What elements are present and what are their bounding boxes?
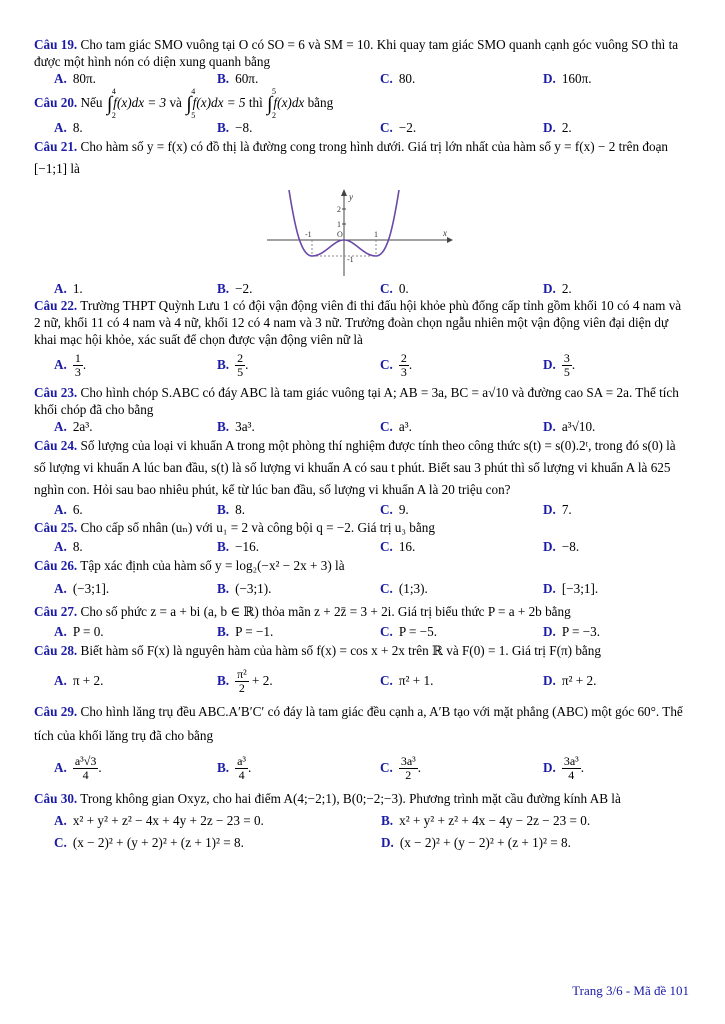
options-23 [34,418,690,435]
option-a[interactable]: A. P = 0. [54,624,104,639]
options-28 [34,662,690,700]
y-axis-arrow [341,189,347,196]
option-a[interactable]: A. (−3;1]. [54,581,110,596]
option-a[interactable]: A. 8. [54,120,83,135]
option-a[interactable]: A. π + 2. [54,673,104,688]
option-d[interactable]: D. (x − 2)² + (y − 2)² + (z + 1)² = 8. [381,835,571,850]
question-24: Câu 24. Số lượng của loại vi khuẩn A trong một phòng thí nghiệm được tính theo công thức s(t) = s(0).2ᵗ, trong đó s(0) là số lượng vi khuẩn A lúc ban đầu, s(t) là số lượng vi khuẩn A có sau t phút. Biết sau 3 phút thì số lượng vi khuẩn A là 625 nghìn con. Hỏi sau bao nhiêu phút, kể từ lúc ban đầu, số lượng vi khuẩn A là 20 triệu con? [34,438,676,497]
option-b[interactable]: B. −8. [217,120,253,135]
question-28: Câu 28. Biết hàm số F(x) là nguyên hàm của hàm số f(x) = cos x + 2x trên ℝ và F(0) = 1. Giá trị F(π) bằng [34,643,601,658]
option-d[interactable]: D. −8. [543,539,580,554]
option-c[interactable]: C. −2. [380,120,417,135]
options-22 [34,348,690,382]
option-c[interactable]: C. π² + 1. [380,673,434,688]
question-30: Câu 30. Trong không gian Oxyz, cho hai điểm A(4;−2;1), B(0;−2;−3). Phương trình mặt cầu đường kính AB là [34,791,621,806]
options-29 [34,748,690,788]
tick-label: -1 [347,255,354,264]
option-a[interactable]: A. $\frac{1}{3}$ . [54,351,87,380]
option-b[interactable]: B. 60π. [217,71,259,86]
option-b[interactable]: B. $\frac{\text{a³}}{4}$ . [217,754,252,783]
option-d[interactable]: D. [−3;1]. [543,581,599,596]
option-b[interactable]: B. −2. [217,281,253,296]
option-d[interactable]: D. P = −3. [543,624,601,639]
option-a[interactable]: A. 6. [54,502,83,517]
options-27 [34,623,690,640]
option-b[interactable]: B. $\frac{2}{5}$ . [217,351,249,380]
options-19 [34,70,690,87]
option-d[interactable]: D. a³√10. [543,419,596,434]
options-26 [34,577,690,601]
options-21 [34,280,690,297]
option-b[interactable]: B. (−3;1). [217,581,272,596]
tick-label: -1 [305,230,312,239]
option-d[interactable]: D. $\frac{\text{3a³}}{4}$ . [543,754,585,783]
question-25: Câu 25. Cho cấp số nhân (uₙ) với u₁ = 2 và công bội q = −2. Giá trị u₃ bằng [34,520,435,535]
y-label: y [349,192,353,202]
question-23: Câu 23. Cho hình chóp S.ABC có đáy ABC là tam giác vuông tại A; AB = 3a, BC = a√10 và đường cao SA = 2a. Thể tích khối chóp đã cho bằng [34,385,679,417]
option-b[interactable]: B. 8. [217,502,245,517]
option-b[interactable]: B. −16. [217,539,260,554]
exam-page [34,36,690,854]
question-21: Câu 21. Cho hàm số y = f(x) có đồ thị là đường cong trong hình dưới. Giá trị lớn nhất của hàm số y = f(x) − 2 trên đoạn [−1;1] là [34,139,669,176]
option-c[interactable]: C. (x − 2)² + (y + 2)² + (z + 1)² = 8. [54,835,244,850]
option-b[interactable]: B. $\frac{\text{π²}}{2}$ + 2. [217,667,273,696]
option-a[interactable]: A. 2a³. [54,419,93,434]
option-d[interactable]: D. 7. [543,502,572,517]
option-d[interactable]: D. 2. [543,281,572,296]
option-c[interactable]: C. P = −5. [380,624,438,639]
option-c[interactable]: C. (1;3). [380,581,428,596]
integral-symbol: ∫ 4 5 [186,86,196,120]
option-d[interactable]: D. π² + 2. [543,673,597,688]
option-a[interactable]: A. 80π. [54,71,96,86]
option-a[interactable]: A. $\frac{\text{a³√3}}{4}$ . [54,754,102,783]
option-c[interactable]: C. 0. [380,281,409,296]
option-c[interactable]: C. a³. [380,419,412,434]
options-25 [34,538,690,555]
x-axis-arrow [447,237,453,243]
option-b[interactable]: B. x² + y² + z² + 4x − 4y − 2z − 23 = 0. [381,813,591,828]
page-footer: Trang 3/6 - Mã đề 101 [572,983,689,998]
question-19: Câu 19. Cho tam giác SMO vuông tại O có SO = 6 và SM = 10. Khi quay tam giác SMO quanh cạnh góc vuông SO thì ta được một hình nón có diện xung quanh bằng [34,37,679,69]
option-a[interactable]: A. 1. [54,281,83,296]
integral-symbol: ∫ 4 2 [106,86,116,120]
options-20 [34,119,690,136]
option-c[interactable]: C. 16. [380,539,416,554]
option-d[interactable]: D. $\frac{3}{5}$ . [543,351,576,380]
option-a[interactable]: A. 8. [54,539,83,554]
x-label: x [443,228,447,238]
option-d[interactable]: D. 2. [543,120,572,135]
options-24 [34,501,690,518]
tick-label: 2 [337,205,341,214]
option-c[interactable]: C. 80. [380,71,416,86]
options-30-row2 [34,832,690,854]
question-27: Câu 27. Cho số phức z = a + bi (a, b ∈ ℝ) thỏa mãn z + 2z̄ = 3 + 2i. Giá trị biểu thức P = a + 2b bằng [34,604,571,619]
function-graph [267,188,457,278]
option-c[interactable]: C. $\frac{\text{3a³}}{2}$ . [380,754,422,783]
option-c[interactable]: C. $\frac{2}{3}$ . [380,351,413,380]
question-29: Câu 29. Cho hình lăng trụ đều ABC.A′B′C′ có đáy là tam giác đều cạnh a, A′B tạo với mặt phẳng (ABC) một góc 60°. Thể tích của khối lăng trụ đã cho bằng [34,704,683,743]
option-d[interactable]: D. 160π. [543,71,592,86]
option-a[interactable]: A. x² + y² + z² − 4x + 4y + 2z − 23 = 0. [54,813,264,828]
option-b[interactable]: B. 3a³. [217,419,255,434]
integral-symbol: ∫ 5 2 [267,86,277,120]
question-22: Câu 22. Trường THPT Quỳnh Lưu 1 có đội vận động viên đi thi đấu hội khỏe phù đổng cấp tỉnh gồm khối 10 có 4 nam và 2 nữ, khối 11 có 4 nam và 4 nữ, khối 12 có 4 nam và 3 nữ. Trưởng đoàn chọn ngẫu nhiên một vận động viên đại diện dự khai mạc hội khỏe, xác suất để chọn được vận động viên nữ là [34,298,682,347]
tick-label: 1 [337,220,341,229]
option-c[interactable]: C. 9. [380,502,409,517]
option-b[interactable]: B. P = −1. [217,624,274,639]
tick-label: O [337,230,343,239]
question-26: Câu 26. Tập xác định của hàm số y = log₂(−x² − 2x + 3) là [34,558,345,573]
question-20: Câu 20. Nếu ∫ 4 2 f(x)dx = 3 và ∫ 4 5 f(x)dx = 5 thì ∫ 5 2 f(x)dx bằng [34,86,334,120]
options-30-row1 [34,810,690,832]
tick-label: 1 [374,230,378,239]
